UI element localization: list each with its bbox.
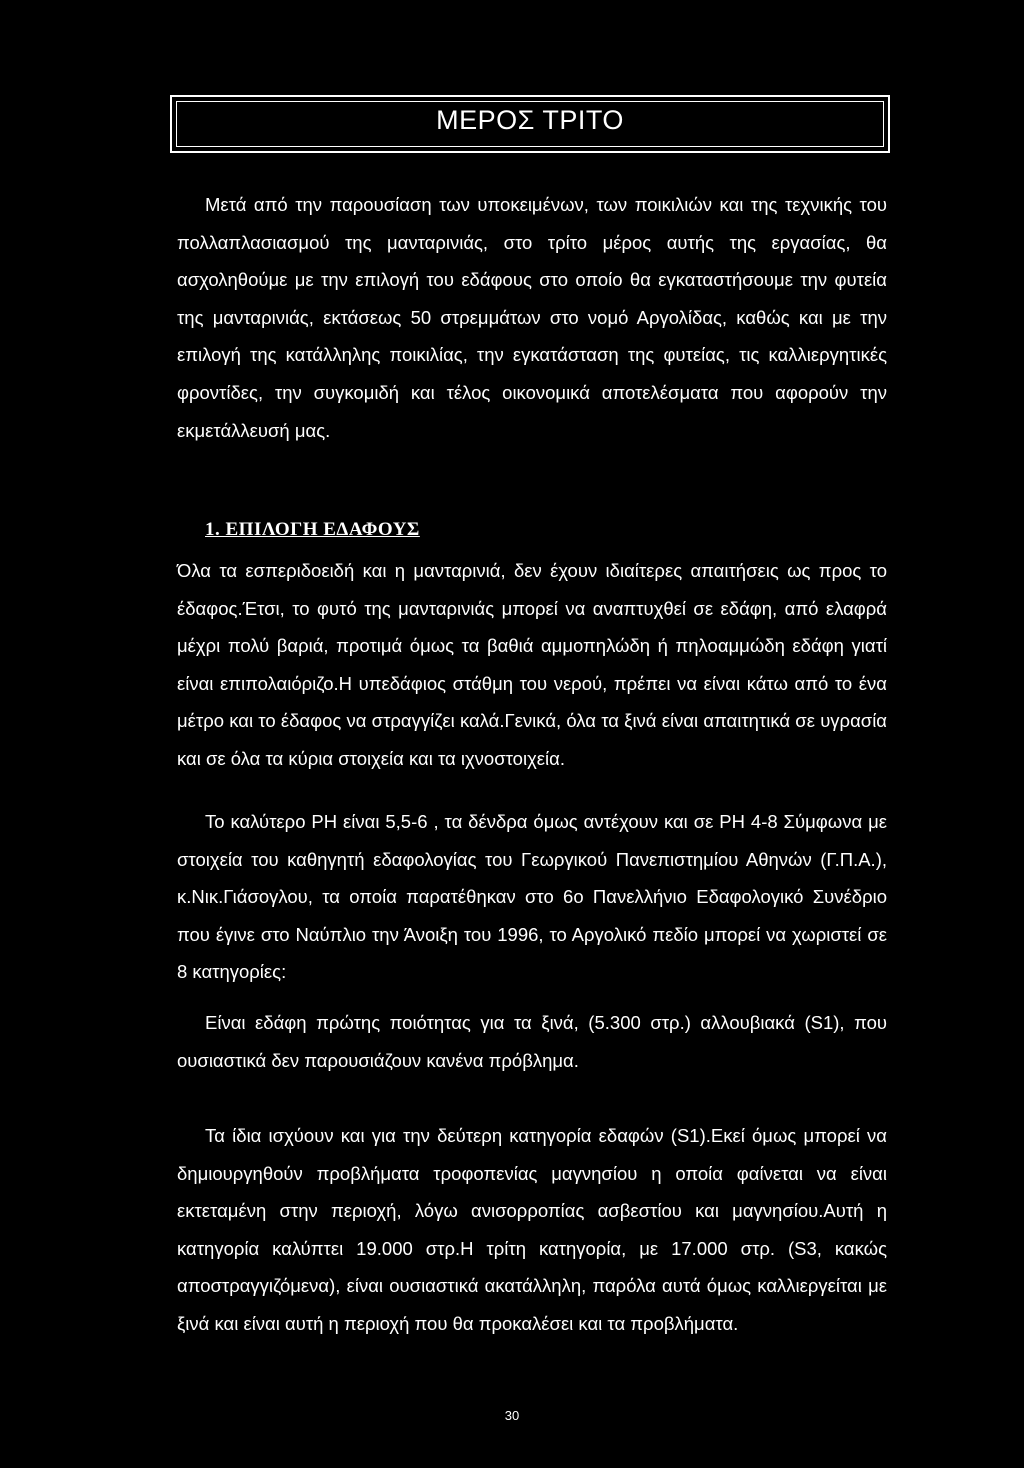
- page-title: ΜΕΡΟΣ ΤΡΙΤΟ: [436, 105, 624, 135]
- section-paragraph-4: Τα ίδια ισχύουν και για την δεύτερη κατηγορία εδαφών (S1).Εκεί όμως μπορεί να δημιουργηθούν προβλήματα τροφοπενίας μαγνησίου η οποία φαίνεται να είναι εκτεταμένη στην περιοχή, λόγω ανισορροπίας ασβεστίου και μαγνησίου.Αυτή η κατηγορία καλύπτει 19.000 στρ.Η τρίτη κατηγορία, με 17.000 στρ. (S3, κακώς αποστραγγιζόμενα), είναι ουσιαστικά ακατάλληλη, παρόλα αυτά όμως καλλιεργείται με ξινά και είναι αυτή η περιοχή που θα προκαλέσει και τα προβλήματα.: [177, 1125, 887, 1334]
- section-paragraph-3: Είναι εδάφη πρώτης ποιότητας για τα ξινά, (5.300 στρ.) αλλουβιακά (S1), που ουσιαστικά δεν παρουσιάζουν κανένα πρόβλημα.: [177, 1012, 887, 1071]
- title-frame: [170, 95, 890, 153]
- section-heading: 1. ΕΠΙΛΟΓΗ ΕΔΑΦΟΥΣ: [205, 519, 420, 540]
- section-paragraph-2: Το καλύτερο PH είναι 5,5-6 , τα δένδρα όμως αντέχουν και σε PH 4-8 Σύμφωνα με στοιχεία του καθηγητή εδαφολογίας του Γεωργικού Πανεπιστημίου Αθηνών (Γ.Π.Α.), κ.Νικ.Γιάσογλου, τα οποία παρατέθηκαν στο 6ο Πανελλήνιο Εδαφολογικό Συνέδριο που έγινε στο Ναύπλιο την Άνοιξη του 1996, το Αργολικό πεδίο μπορεί να χωριστεί σε 8 κατηγορίες:: [177, 811, 887, 983]
- intro-paragraph: Μετά από την παρουσίαση των υποκειμένων, των ποικιλιών και της τεχνικής του πολλαπλασιασμού της μανταρινιάς, στο τρίτο μέρος αυτής της εργασίας, θα ασχοληθούμε με την επιλογή του εδάφους στο οποίο θα εγκαταστήσουμε την φυτεία της μανταρινιάς, εκτάσεως 50 στρεμμάτων στο νομό Αργολίδας, καθώς και με την επιλογή της κατάλληλης ποικιλίας, την εγκατάσταση της φυτείας, τις καλλιεργητικές φροντίδες, την συγκομιδή και τέλος οικονομικά αποτελέσματα που αφορούν την εκμετάλλευσή μας.: [177, 194, 887, 441]
- page-number: 30: [504, 1408, 520, 1423]
- section-paragraph-1: Όλα τα εσπεριδοειδή και η μανταρινιά, δεν έχουν ιδιαίτερες απαιτήσεις ως προς το έδαφος.Έτσι, το φυτό της μανταρινιάς μπορεί να αναπτυχθεί σε εδάφη, από ελαφρά μέχρι πολύ βαριά, προτιμά όμως τα βαθιά αμμοπηλώδη ή πηλοαμμώδη εδάφη γιατί είναι επιπολαιόριζο.Η υπεδάφιος στάθμη του νερού, πρέπει να είναι κάτω από το ένα μέτρο και το έδαφος να στραγγίζει καλά.Γενικά, όλα τα ξινά είναι απαιτητικά σε υγρασία και σε όλα τα κύρια στοιχεία και τα ιχνοστοιχεία.: [177, 560, 887, 769]
